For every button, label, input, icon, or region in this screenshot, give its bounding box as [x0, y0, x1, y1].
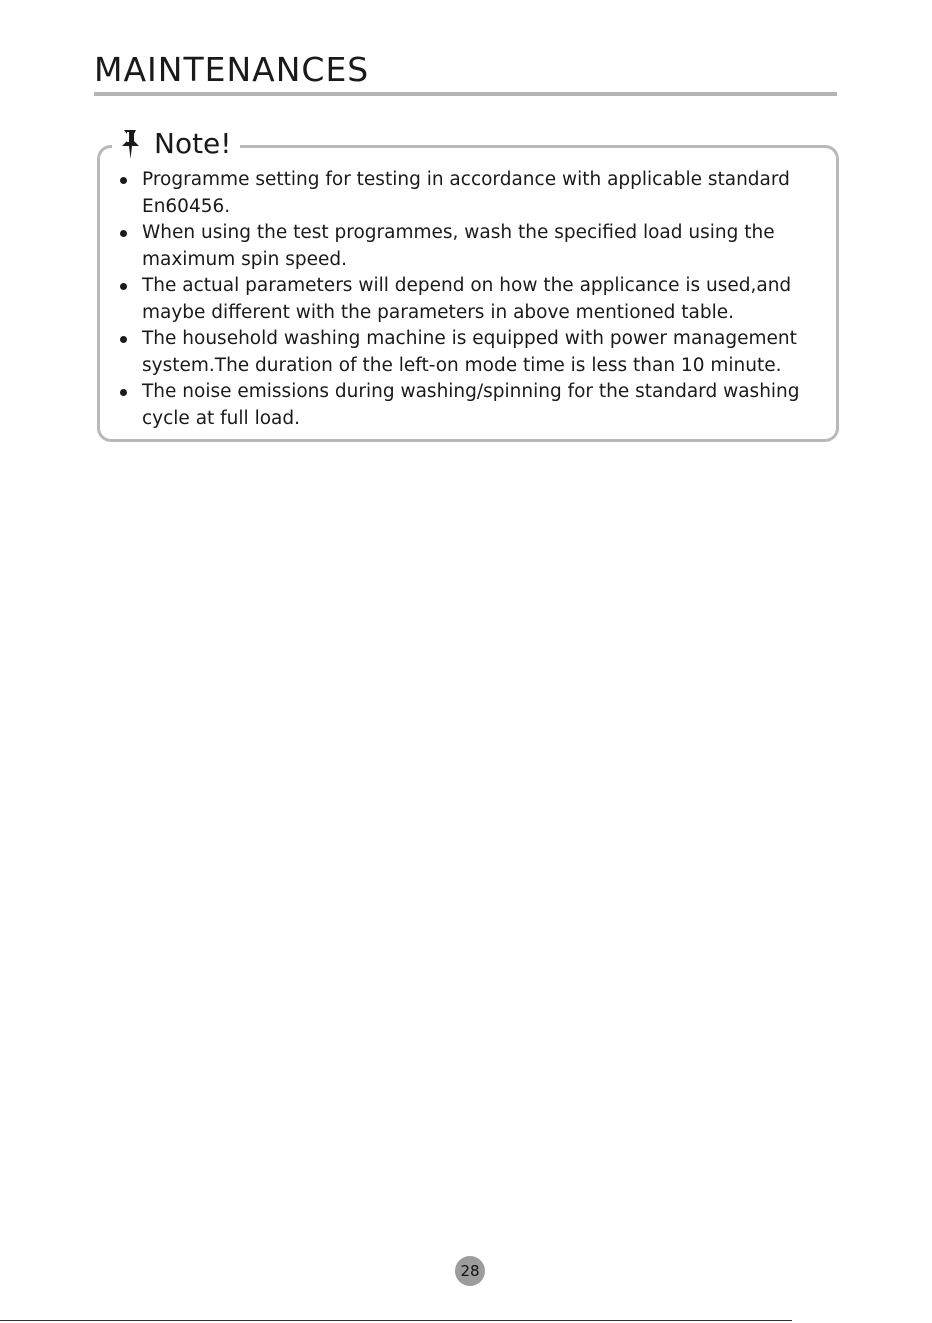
heading-divider — [94, 92, 837, 96]
list-item-text: Programme setting for testing in accordance with applicable standard En60456. — [142, 169, 790, 217]
bullet-icon — [120, 177, 127, 184]
list-item-text: The household washing machine is equipped with power management system.The duration of the left-on mode time is less than 10 minute. — [142, 328, 797, 376]
page-number: 28 — [455, 1256, 485, 1286]
page-title: MAINTENANCES — [94, 50, 370, 89]
list-item — [116, 326, 816, 379]
note-list — [116, 167, 816, 432]
list-item — [116, 273, 816, 326]
bullet-icon — [120, 283, 127, 290]
bullet-icon — [120, 389, 127, 396]
pushpin-icon — [118, 127, 144, 161]
note-title: Note! — [154, 127, 232, 160]
list-item — [116, 220, 816, 273]
list-item-text: When using the test programmes, wash the specified load using the maximum spin speed. — [142, 222, 775, 270]
list-item-text: The noise emissions during washing/spinning for the standard washing cycle at full load. — [142, 381, 800, 429]
bullet-icon — [120, 230, 127, 237]
bullet-icon — [120, 336, 127, 343]
list-item — [116, 379, 816, 432]
note-header — [112, 124, 240, 164]
list-item-text: The actual parameters will depend on how the applicance is used,and maybe different with the parameters in above mentioned table. — [142, 275, 792, 323]
bottom-divider — [0, 1320, 792, 1321]
list-item — [116, 167, 816, 220]
